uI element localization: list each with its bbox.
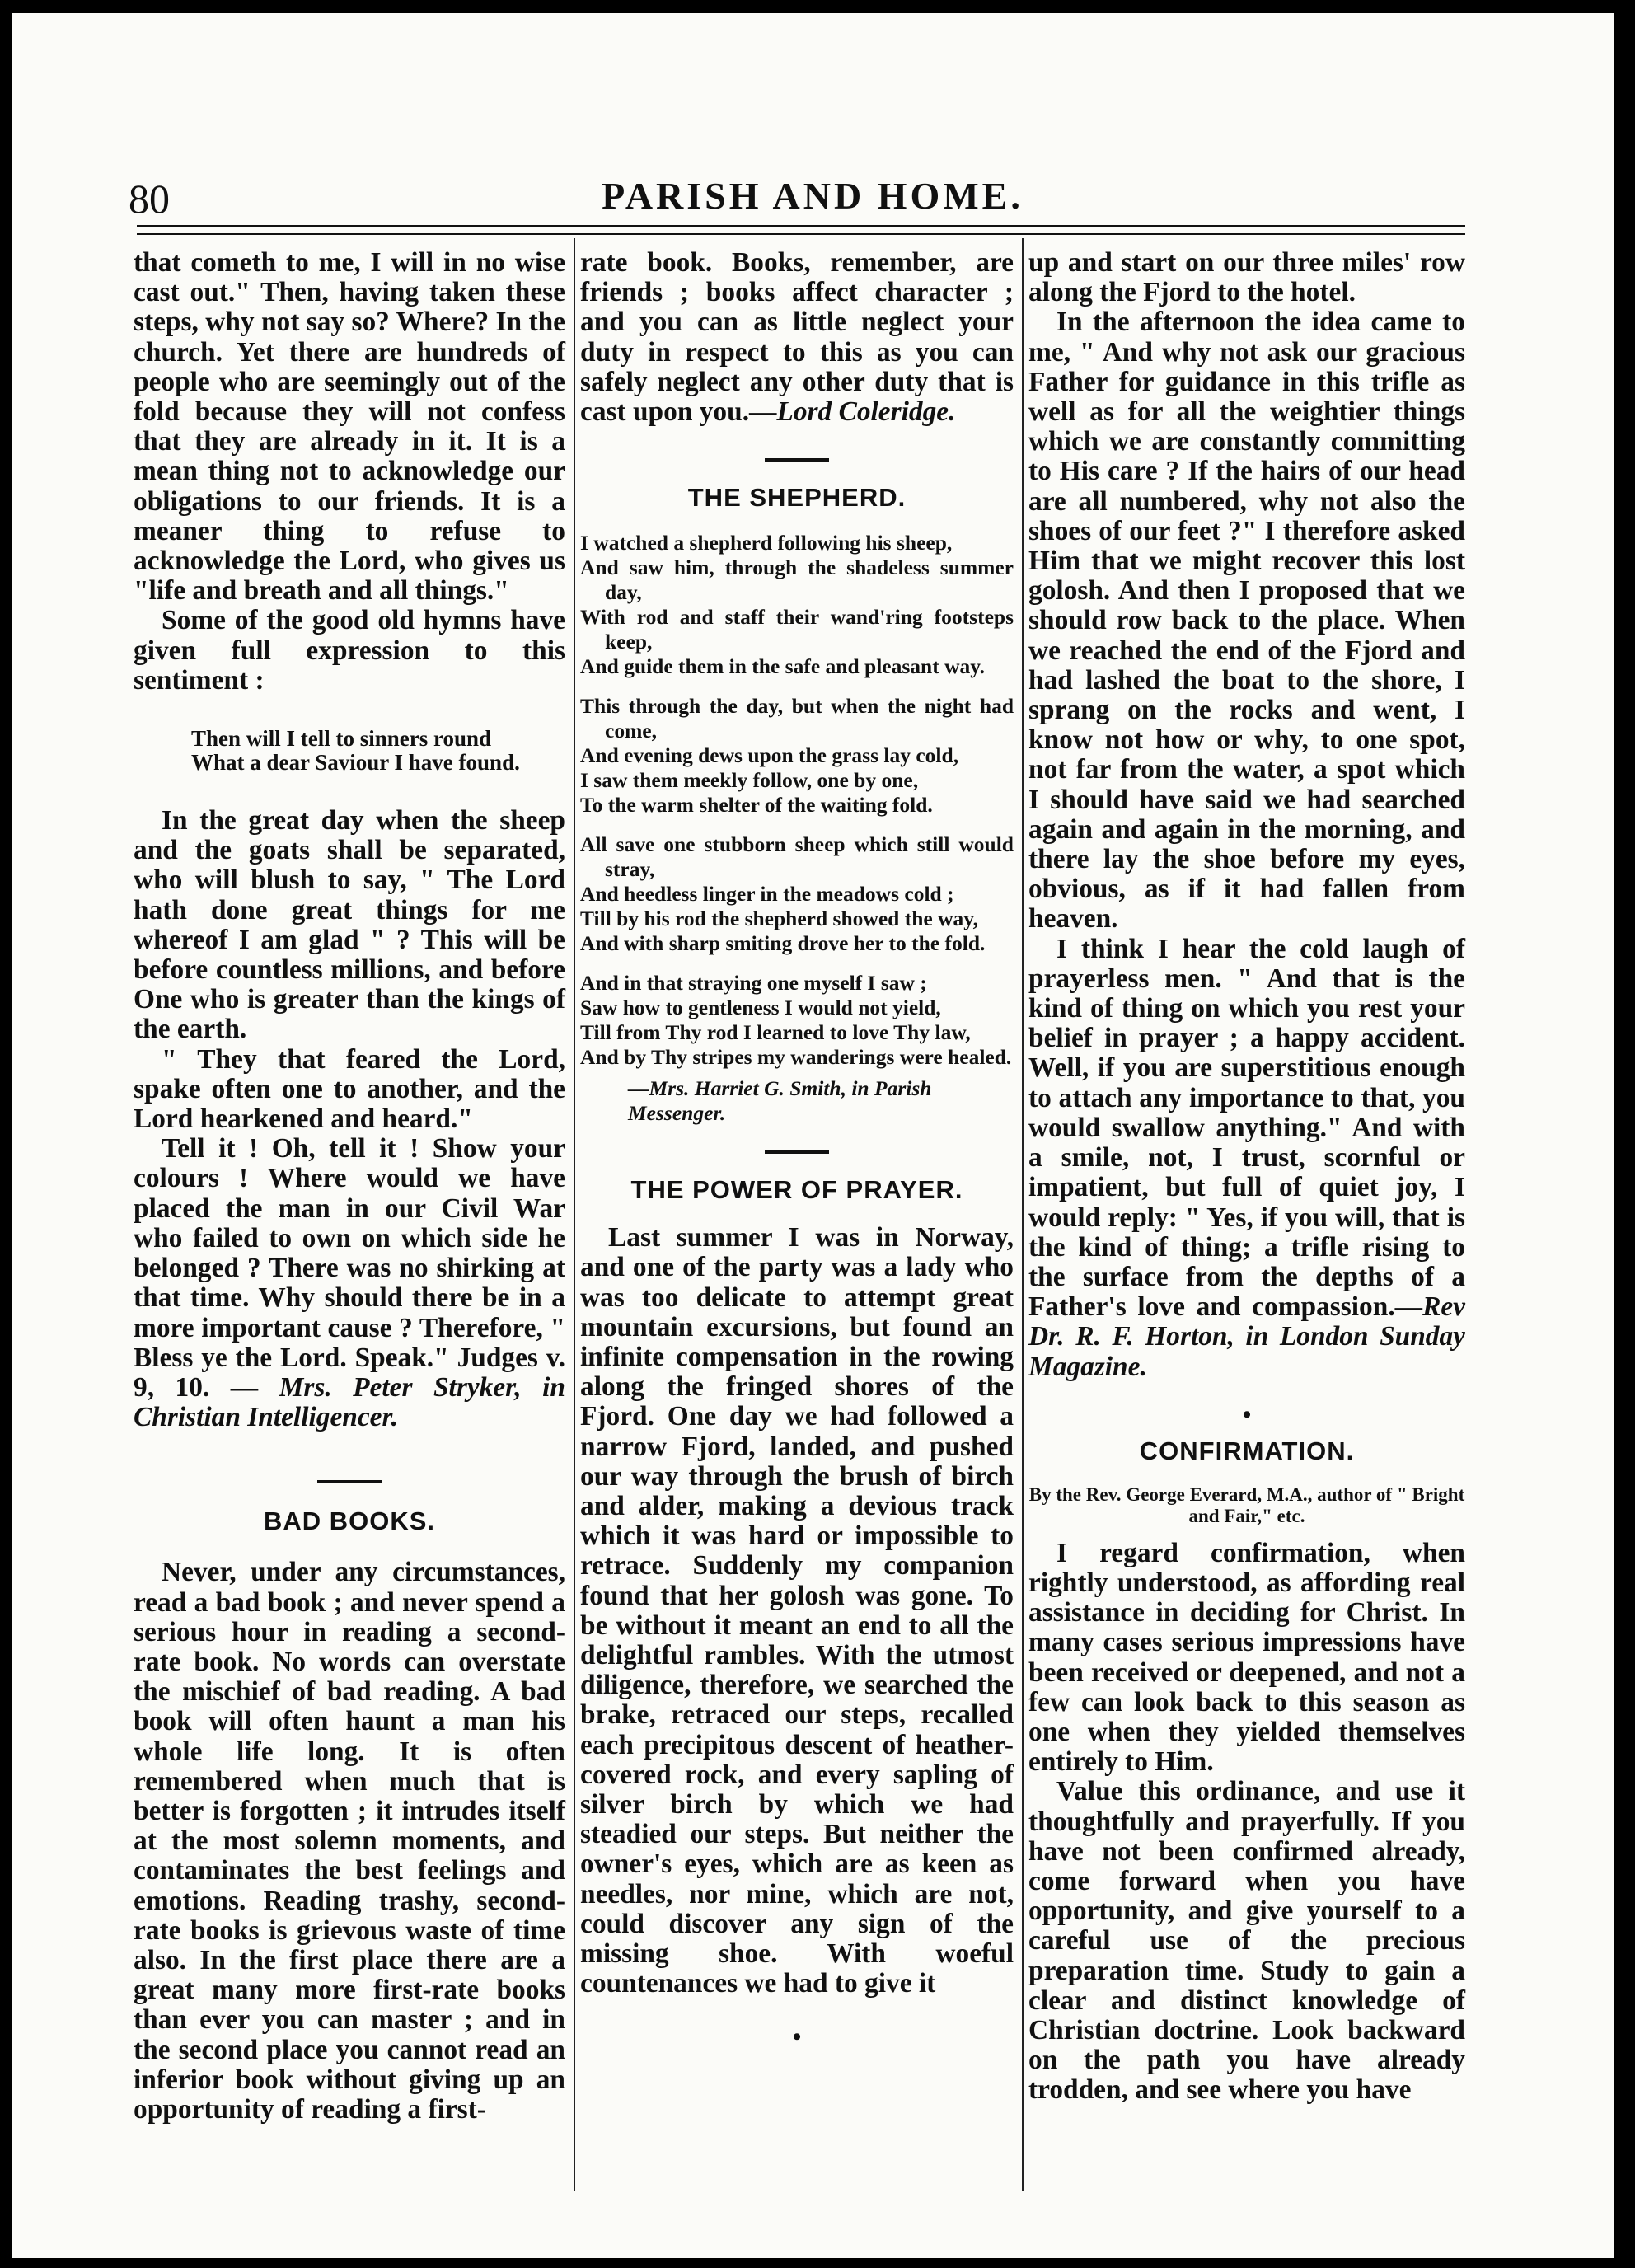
section-rule [317, 1480, 382, 1483]
poem-stanza [580, 531, 1014, 679]
attribution: Rev Dr. R. F. Horton, in London Sunday Magazine. [1028, 1291, 1465, 1382]
magazine-page [12, 13, 1614, 2258]
poem-line: I saw them meekly follow, one by one, [580, 768, 919, 793]
section-rule [765, 1150, 829, 1154]
header-rule-thin [137, 233, 1465, 235]
poem-line: Till from Thy rod I learned to love Thy law, [580, 1020, 971, 1045]
poem-line: And heedless linger in the meadows cold ; [580, 882, 954, 907]
column-left [134, 248, 565, 2125]
poem-line: Saw how to gentleness I would not yield, [580, 996, 941, 1020]
section-heading-bad-books: BAD BOOKS. [263, 1507, 436, 1536]
paragraph: Value this ordinance, and use it thoughtfully and prayerfully. If you have not been confirmed already, come forward when you have opportunity, and give yourself to a careful use of the precious preparation time. Study to gain a clear and distinct knowledge of Christian doctrine. Look backward on the path you have already trodden, and see where you have [1028, 1776, 1465, 2106]
article-byline: By the Rev. George Everard, M.A., author of " Bright and Fair," etc. [1028, 1483, 1465, 1526]
paragraph: Last summer I was in Norway, and one of the party was a lady who was too delicate to attempt great mountain excursions, but found an infinite compensation in the rowing along the fringed shores of the Fjord. One day we had followed a narrow Fjord, landed, and pushed our way through the brush of birch and alder, making a devious track which it was hard or impossible to retrace. Suddenly my companion found that her golosh was gone. To be without it meant an end to all the delightful rambles. With the utmost diligence, therefore, we searched the brake, retraced our steps, recalled each precipitous descent of heather-covered rock, and every sapling of silver birch by which we had steadied our steps. But neither the owner's eyes, which are as keen as needles, nor mine, which are not, could discover any sign of the missing shoe. With woeful countenances we had to give it [580, 1222, 1014, 1999]
poem-line: All save one stubborn sheep which still would stray, [580, 832, 1014, 882]
section-rule [765, 458, 829, 462]
paragraph: In the afternoon the idea came to me, " And why not ask our gracious Father for guidance in this trifle as well as for all the weightier things which we are constantly committing to His care ? If the hairs of our head are all numbered, why not also the shoes of our feet ?" I therefore asked Him that we might recover this lost golosh. And then I proposed that we should row back to the place. When we reached the end of the Fjord and had lashed the boat to the shore, I sprang on the rocks and went, I know not how or why, to one spot, not far from the water, a spot which I should have said we had searched again and again in the morning, and there lay the shoe before my eyes, obvious, as if it had fallen from heaven. [1028, 307, 1465, 935]
column-middle [580, 247, 1014, 2050]
attribution: Mrs. Peter Stryker, in Christian Intelligencer. [134, 1371, 565, 1433]
poem-line: And guide them in the safe and pleasant way. [580, 654, 985, 679]
section-separator-dot: • [1242, 1400, 1252, 1428]
poem-line: I watched a shepherd following his sheep, [580, 531, 953, 555]
bottom-mark: • [792, 2022, 802, 2050]
poem-line: And with sharp smiting drove her to the fold. [580, 931, 986, 956]
column-divider-left [574, 238, 575, 2191]
paragraph [580, 248, 1014, 427]
column-right [1028, 248, 1465, 2106]
paragraph-text: Tell it ! Oh, tell it ! Show your colours ! Where would we have placed the man in our Civil War who failed to own on which side he belonged ? There was no shirking at that time. Why should there be in a more important cause ? Therefore, " Bless ye the Lord. Speak." Judges v. 9, 10. — [134, 1133, 565, 1403]
poem-line: Till by his rod the shepherd showed the way, [580, 907, 978, 931]
paragraph: I regard confirmation, when rightly understood, as affording real assistance in deciding for Christ. In many cases serious impressions have been received or deepened, and not a few can look back to this season as one when they yielded themselves entirely to Him. [1028, 1537, 1465, 1778]
paragraph: In the great day when the sheep and the goats shall be separated, who will blush to say, " The Lord hath done great things for me whereof I am glad " ? This will be before countless millions, and before One who is greater than the kings of the earth. [134, 805, 565, 1045]
poem-stanza [580, 832, 1014, 956]
hymn-quote [191, 727, 565, 775]
section-heading-confirmation: CONFIRMATION. [1139, 1436, 1355, 1465]
poem-line: To the warm shelter of the waiting fold. [580, 793, 933, 818]
poem-line: And saw him, through the shadeless summer day, [580, 555, 1014, 605]
paragraph-text: rate book. Books, remember, are friends ; books affect character ; and you can as little neglect your duty in respect to this as you can safely neglect any other duty that is cast upon you.— [580, 247, 1014, 428]
hymn-line: Then will I tell to sinners round [191, 726, 492, 752]
section-heading-shepherd: THE SHEPHERD. [687, 483, 907, 513]
paragraph [134, 1134, 565, 1432]
poem-line: With rod and staff their wand'ring footsteps keep, [580, 605, 1014, 654]
poem-attribution: —Mrs. Harriet G. Smith, in Parish Messenger. [628, 1076, 932, 1126]
masthead-title: PARISH AND HOME. [602, 175, 1024, 217]
paragraph-text: I think I hear the cold laugh of prayerless men. " And that is the kind of thing on which you rest your belief in prayer ; a happy accident. Well, if you are superstitious enough to attach any importance to that, you would swallow anything." And with a smile, not, I trust, scornful or impatient, but full of quiet joy, I would reply: " Yes, if you will, that is the kind of thing; a trifle rising to the surface from the depths of a Father's love and compassion.— [1028, 933, 1465, 1323]
paragraph [1028, 935, 1465, 1382]
page-number: 80 [129, 176, 170, 222]
poem [580, 531, 1014, 1126]
header-rule [137, 225, 1465, 227]
paragraph: up and start on our three miles' row along the Fjord to the hotel. [1028, 247, 1465, 308]
column-divider-right [1022, 238, 1024, 2191]
poem-line: And evening dews upon the grass lay cold, [580, 743, 959, 768]
paragraph: Never, under any circumstances, read a bad book ; and never spend a serious hour in reading a second-rate book. No words can overstate the mischief of bad reading. A bad book will often haunt a man his whole life long. It is often remembered when much that is better is forgotten ; it intrudes itself at the most solemn moments, and contaminates the best feelings and emotions. Reading trashy, second-rate books is grievous waste of time also. In the first place there are a great many more first-rate books than ever you can master ; and in the second place you cannot read an inferior book without giving up an opportunity of reading a first- [134, 1557, 565, 2125]
attribution: Lord Coleridge. [776, 396, 956, 428]
poem-line: And in that straying one myself I saw ; [580, 971, 927, 996]
poem-line: This through the day, but when the night had come, [580, 694, 1014, 743]
poem-line: And by Thy stripes my wanderings were healed. [580, 1045, 1012, 1070]
section-heading-power-of-prayer: THE POWER OF PRAYER. [630, 1175, 963, 1205]
paragraph: " They that feared the Lord, spake often one to another, and the Lord hearkened and heard." [134, 1043, 565, 1135]
poem-stanza [580, 971, 1014, 1070]
paragraph: that cometh to me, I will in no wise cast out." Then, having taken these steps, why not say so? Where? In the church. Yet there are hundreds of people who are seemingly out of the fold because they will not confess that they are already in it. It is a mean thing not to acknowledge our obligations to our friends. It is a meaner thing to refuse to acknowledge the Lord, who gives us "life and breath and all things." [134, 247, 565, 607]
paragraph: Some of the good old hymns have given full expression to this sentiment : [134, 605, 565, 696]
poem-stanza [580, 694, 1014, 818]
hymn-line: What a dear Saviour I have found. [191, 750, 520, 776]
